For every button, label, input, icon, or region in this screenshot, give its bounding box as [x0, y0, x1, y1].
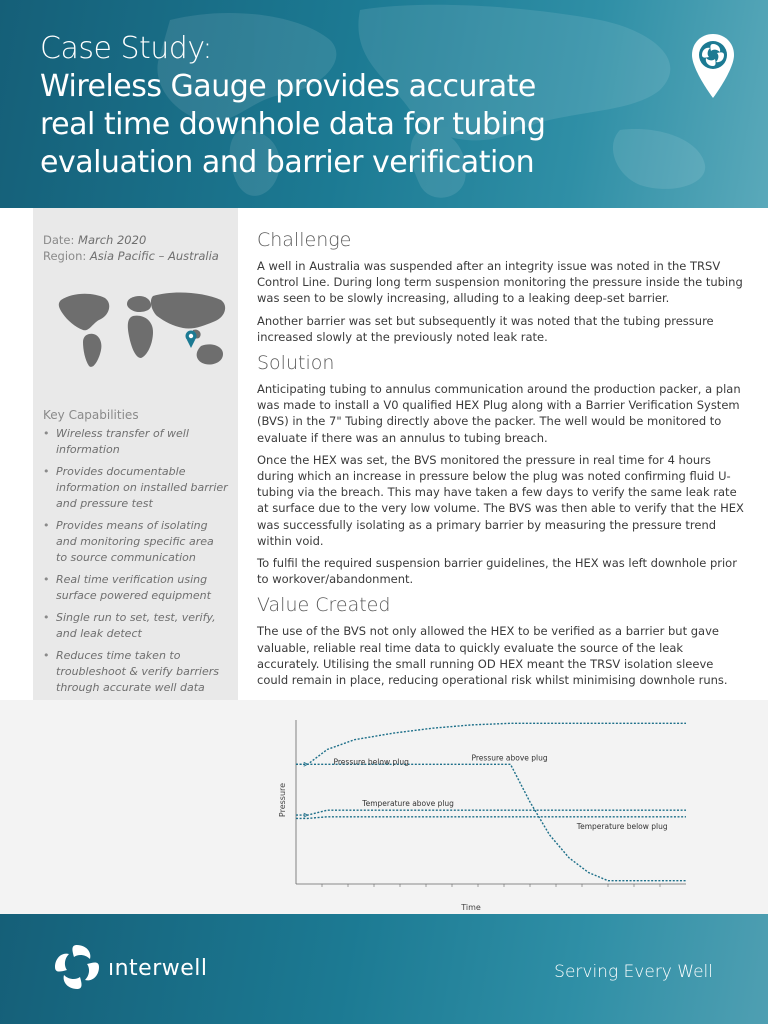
- capability-item: • Provides documentable information on installed barrier and pressure test: [43, 464, 228, 512]
- title-line-1: Case Study:: [40, 31, 212, 66]
- challenge-heading: Challenge: [257, 229, 352, 251]
- capability-item: • Provides means of isolating and monitoring specific area to source communication: [43, 518, 228, 566]
- capability-item: • Reduces time taken to troubleshoot & verify barriers through accurate well data: [43, 648, 228, 696]
- region-value: Asia Pacific – Australia: [89, 249, 219, 263]
- capability-item: • Real time verification using surface powered equipment: [43, 572, 228, 604]
- chart-y-label: Pressure: [278, 782, 287, 818]
- pressure-chart: [270, 712, 700, 920]
- region-line: [43, 248, 228, 264]
- solution-heading: Solution: [257, 352, 335, 375]
- title-line-4: evaluation and barrier verification: [40, 145, 535, 180]
- brand-name: ınterwell: [108, 956, 208, 981]
- main-content: [257, 228, 747, 694]
- value-section: [257, 593, 747, 688]
- chart-series-label: Pressure above plug: [471, 753, 548, 763]
- chart-series-labels: [334, 753, 668, 830]
- title-line-3: real time downhole data for tubing: [40, 107, 546, 142]
- sidebar: [33, 208, 238, 700]
- value-paragraph-1: The use of the BVS not only allowed the HEX to be verified as a barrier but gave valuable, reliable real time data to quickly evaluate the source of the leak accurately. Utilising the small running OD HEX meant the TRSV isolation sleeve could remain in place, reducing operational risk whilst minimising downhole runs.: [257, 624, 728, 688]
- chart-series-label: Pressure below plug: [333, 757, 409, 767]
- interwell-logo-icon: [52, 942, 102, 992]
- solution-paragraph-3: To fulfil the required suspension barrier guidelines, the HEX was left downhole prior to workover/abandonment.: [257, 556, 737, 587]
- chart-series-label: Temperature below plug: [576, 821, 668, 831]
- date-value: March 2020: [78, 233, 147, 247]
- page-title: [40, 30, 680, 182]
- value-heading: Value Created: [257, 594, 391, 617]
- location-pin-icon: [690, 32, 736, 100]
- region-label: Region:: [43, 249, 87, 263]
- chart-series-line: [296, 810, 686, 815]
- chart-axes: [296, 720, 686, 887]
- date-label: Date:: [43, 233, 75, 247]
- capabilities-list: [43, 426, 228, 696]
- chart-series-line: [296, 817, 686, 819]
- header-banner: [0, 0, 768, 208]
- capability-item: • Single run to set, test, verify, and leak detect: [43, 610, 228, 642]
- capability-item: • Wireless transfer of well information: [43, 426, 228, 458]
- date-line: [43, 232, 228, 248]
- world-map-image: [53, 286, 231, 376]
- capabilities-title: Key Capabilities: [43, 408, 139, 422]
- challenge-section: [257, 228, 747, 345]
- challenge-paragraph-1: A well in Australia was suspended after an integrity issue was noted in the TRSV Control Line. During long term suspension monitoring the pressure inside the tubing was seen to be slowly increasing, alluding to a leaking deep-set barrier.: [257, 259, 743, 306]
- solution-paragraph-2: Once the HEX was set, the BVS monitored the pressure in real time for 4 hours during which an increase in pressure below the plug was noted confirming fluid U-tubing via the breach. This may have taken a few days to verify the same leak rate at surface due to the very low volume. The BVS was then able to verify that the HEX was successfully isolating as a primary barrier by measuring the pressure trend within void.: [257, 452, 744, 548]
- chart-x-label: Time: [461, 903, 481, 912]
- solution-paragraph-1: Anticipating tubing to annulus communication around the production packer, a plan was made to install a V0 qualified HEX Plug along with a Barrier Verification System (BVS) in the 7" Tubing directly above the packer. The well would be monitored to evaluate if there was an annulus to tubing breach.: [257, 382, 741, 445]
- title-line-2: Wireless Gauge provides accurate: [40, 69, 536, 104]
- chart-series: [296, 723, 686, 880]
- chart-series-label: Temperature above plug: [362, 799, 454, 809]
- tagline: Serving Every Well: [554, 962, 713, 982]
- solution-section: [257, 351, 747, 587]
- challenge-paragraph-2: Another barrier was set but subsequently it was noted that the tubing pressure increased slowly at the previously noted leak rate.: [257, 313, 714, 344]
